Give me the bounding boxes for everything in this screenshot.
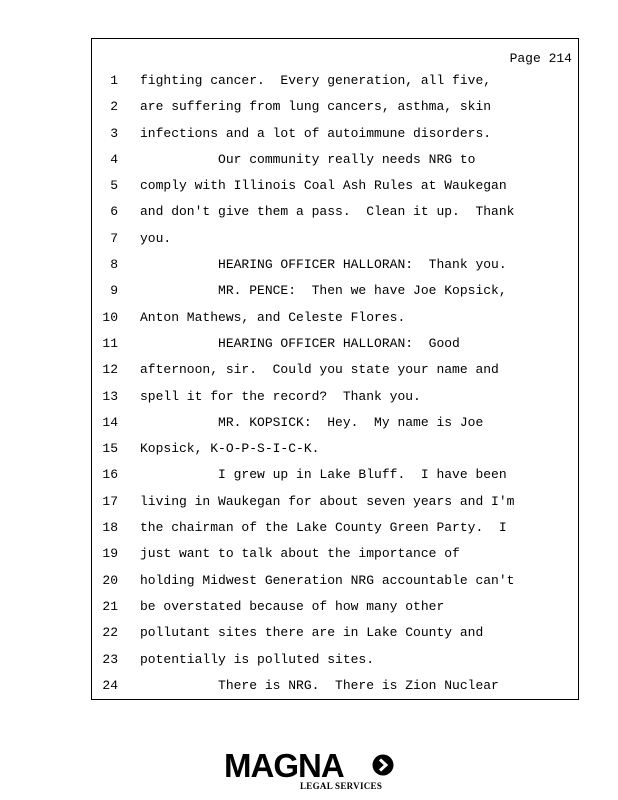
line-text: I grew up in Lake Bluff. I have been	[140, 467, 507, 483]
transcript-line	[92, 389, 578, 415]
line-text: are suffering from lung cancers, asthma, skin	[140, 99, 492, 115]
transcript-line	[92, 231, 578, 257]
transcript-line	[92, 678, 578, 704]
line-text: and don't give them a pass. Clean it up. Thank	[140, 204, 515, 220]
line-number: 11	[102, 335, 118, 351]
transcript-lines	[92, 73, 578, 704]
line-number: 20	[102, 572, 118, 588]
line-number: 18	[102, 520, 118, 536]
line-number: 10	[102, 309, 118, 325]
line-number: 15	[102, 441, 118, 457]
line-text: infections and a lot of autoimmune disorders.	[140, 125, 492, 141]
transcript-line	[92, 310, 578, 336]
line-text: potentially is polluted sites.	[140, 651, 375, 667]
transcript-line	[92, 573, 578, 599]
line-text: MR. PENCE: Then we have Joe Kopsick,	[140, 283, 507, 299]
transcript-line	[92, 204, 578, 230]
transcript-line	[92, 441, 578, 467]
logo-wordmark: MAGNA	[224, 747, 344, 784]
transcript-line	[92, 257, 578, 283]
transcript-line	[92, 652, 578, 678]
line-text: you.	[140, 230, 172, 246]
transcript-line	[92, 283, 578, 309]
line-number: 21	[102, 598, 118, 614]
line-number: 12	[102, 362, 118, 378]
line-number: 4	[110, 151, 118, 167]
arrow-circle-icon	[372, 754, 394, 776]
magna-logo	[224, 748, 396, 792]
line-text: Anton Mathews, and Celeste Flores.	[140, 309, 406, 325]
line-number: 3	[110, 125, 118, 141]
line-text: spell it for the record? Thank you.	[140, 388, 421, 404]
transcript-line	[92, 73, 578, 99]
line-text: pollutant sites there are in Lake County and	[140, 625, 484, 641]
line-number: 14	[102, 414, 118, 430]
line-text: HEARING OFFICER HALLORAN: Thank you.	[140, 257, 507, 273]
transcript-line	[92, 625, 578, 651]
transcript-line	[92, 546, 578, 572]
line-number: 17	[102, 493, 118, 509]
line-number: 22	[102, 625, 118, 641]
line-text: There is NRG. There is Zion Nuclear	[140, 677, 499, 693]
line-text: the chairman of the Lake County Green Party. I	[140, 520, 507, 536]
transcript-page	[91, 38, 579, 700]
line-text: Kopsick, K-O-P-S-I-C-K.	[140, 441, 320, 457]
line-text: comply with Illinois Coal Ash Rules at Waukegan	[140, 178, 507, 194]
transcript-line	[92, 494, 578, 520]
line-text: MR. KOPSICK: Hey. My name is Joe	[140, 414, 484, 430]
transcript-line	[92, 126, 578, 152]
line-number: 7	[110, 230, 118, 246]
transcript-line	[92, 336, 578, 362]
line-number: 9	[110, 283, 118, 299]
line-number: 2	[110, 99, 118, 115]
line-number: 1	[110, 73, 118, 88]
page-number: Page 214	[509, 51, 572, 66]
line-text: HEARING OFFICER HALLORAN: Good	[140, 335, 460, 351]
line-text: living in Waukegan for about seven years and I'm	[140, 493, 515, 509]
line-text: holding Midwest Generation NRG accountable can't	[140, 572, 515, 588]
line-text: Our community really needs NRG to	[140, 151, 476, 167]
transcript-line	[92, 152, 578, 178]
transcript-line	[92, 467, 578, 493]
line-number: 23	[102, 651, 118, 667]
line-number: 5	[110, 178, 118, 194]
line-number: 16	[102, 467, 118, 483]
line-text: fighting cancer. Every generation, all five,	[140, 73, 492, 88]
transcript-line	[92, 415, 578, 441]
transcript-line	[92, 178, 578, 204]
line-number: 19	[102, 546, 118, 562]
line-number: 13	[102, 388, 118, 404]
logo-subtitle: LEGAL SERVICES	[300, 781, 383, 791]
line-text: be overstated because of how many other	[140, 598, 445, 614]
line-text: afternoon, sir. Could you state your name and	[140, 362, 499, 378]
line-number: 8	[110, 257, 118, 273]
transcript-line	[92, 362, 578, 388]
line-number: 24	[102, 677, 118, 693]
line-text: just want to talk about the importance of	[140, 546, 460, 562]
transcript-line	[92, 99, 578, 125]
transcript-line	[92, 599, 578, 625]
line-number: 6	[110, 204, 118, 220]
transcript-line	[92, 520, 578, 546]
